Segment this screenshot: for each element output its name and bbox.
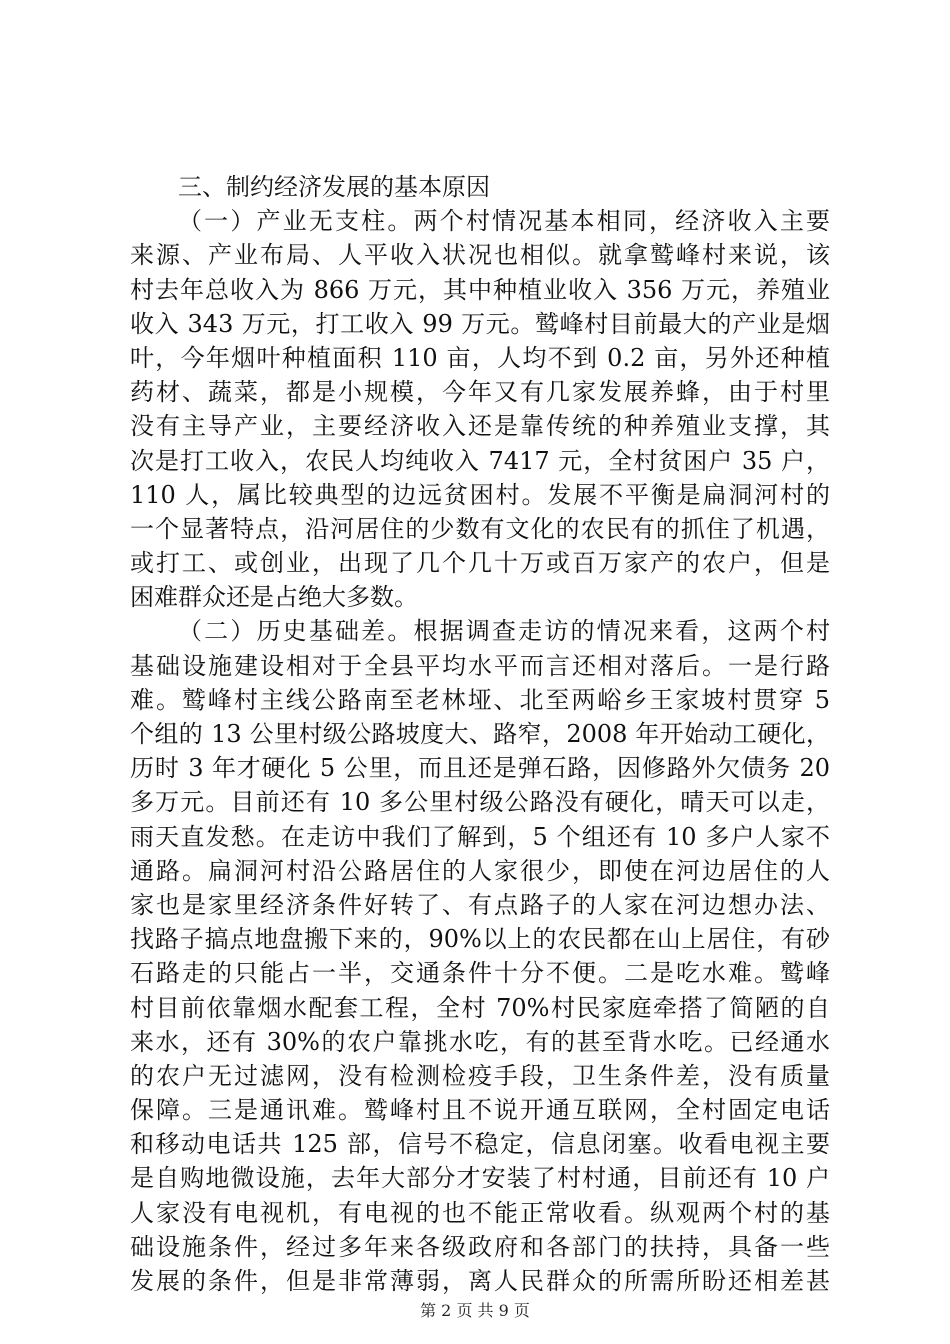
section-heading: 三、制约经济发展的基本原因 <box>178 173 490 201</box>
paragraph-line: 家也是家里经济条件好转了、有点路子的人家在河边想办法、 <box>130 890 830 919</box>
paragraph-line: （一）产业无支柱。两个村情况基本相同，经济收入主要 <box>178 207 830 236</box>
paragraph-line: 来水，还有 30%的农户靠挑水吃，有的甚至背水吃。已经通水 <box>130 1027 830 1056</box>
paragraph-line: 困难群众还是占绝大多数。 <box>130 583 418 612</box>
paragraph-line: 多万元。目前还有 10 多公里村级公路没有硬化，晴天可以走， <box>130 788 830 817</box>
paragraph-line: 村去年总收入为 866 万元，其中种植业收入 356 万元，养殖业 <box>130 275 830 304</box>
paragraph-line: 药材、蔬菜，都是小规模，今年又有几家发展养蜂，由于村里 <box>130 378 830 407</box>
paragraph-line: 找路子搞点地盘搬下来的，90%以上的农民都在山上居住，有砂 <box>130 925 830 954</box>
paragraph-line: 难。鹫峰村主线公路南至老林垭、北至两峪乡王家坡村贯穿 5 <box>130 685 830 714</box>
paragraph-line: 通路。扁洞河村沿公路居住的人家很少，即使在河边居住的人 <box>130 856 830 885</box>
paragraph-line: 来源、产业布局、人平收入状况也相似。就拿鹫峰村来说，该 <box>130 241 830 270</box>
paragraph-line: 发展的条件，但是非常薄弱，离人民群众的所需所盼还相差甚 <box>130 1267 830 1295</box>
paragraph-line: 是自购地微设施，去年大部分才安装了村村通，目前还有 10 户 <box>130 1164 830 1193</box>
paragraph-line: 次是打工收入，农民人均纯收入 7417 元，全村贫困户 35 户， <box>130 446 830 475</box>
document-body <box>130 170 830 1298</box>
paragraph-line: 个组的 13 公里村级公路坡度大、路窄，2008 年开始动工硬化， <box>130 720 830 748</box>
paragraph-line: 雨天直发愁。在走访中我们了解到，5 个组还有 10 多户人家不 <box>130 822 830 851</box>
paragraph-line: 石路走的只能占一半，交通条件十分不便。二是吃水难。鹫峰 <box>130 959 830 988</box>
paragraph-line: 没有主导产业，主要经济收入还是靠传统的种养殖业支撑，其 <box>130 412 830 441</box>
paragraph-line: 人家没有电视机，有电视的也不能正常收看。纵观两个村的基 <box>130 1198 830 1227</box>
paragraph-line: 收入 343 万元，打工收入 99 万元。鹫峰村目前最大的产业是烟 <box>130 309 830 338</box>
paragraph-line: 110 人，属比较典型的边远贫困村。发展不平衡是扁洞河村的 <box>130 480 830 509</box>
page-number-footer: 第 2 页 共 9 页 <box>420 1301 530 1320</box>
paragraph-line: 础设施条件，经过多年来各级政府和各部门的扶持，具备一些 <box>130 1232 830 1261</box>
paragraph-line: 和移动电话共 125 部，信号不稳定，信息闭塞。收看电视主要 <box>130 1130 830 1159</box>
paragraph-line: （二）历史基础差。根据调查走访的情况来看，这两个村 <box>178 617 830 646</box>
paragraph-line: 保障。三是通讯难。鹫峰村且不说开通互联网，全村固定电话 <box>130 1096 830 1125</box>
paragraph-line: 或打工、或创业，出现了几个几十万或百万家产的农户，但是 <box>130 549 830 578</box>
paragraph-line: 一个显著特点，沿河居住的少数有文化的农民有的抓住了机遇， <box>130 514 830 543</box>
paragraph-line: 的农户无过滤网，没有检测检疫手段，卫生条件差，没有质量 <box>130 1061 830 1090</box>
paragraph-line: 叶，今年烟叶种植面积 110 亩，人均不到 0.2 亩，另外还种植 <box>130 343 830 372</box>
paragraph-line: 历时 3 年才硬化 5 公里，而且还是弹石路，因修路外欠债务 20 <box>130 754 830 783</box>
paragraph-line: 村目前依靠烟水配套工程，全村 70%村民家庭牵搭了简陋的自 <box>130 993 830 1022</box>
paragraph-line: 基础设施建设相对于全县平均水平而言还相对落后。一是行路 <box>130 651 830 680</box>
